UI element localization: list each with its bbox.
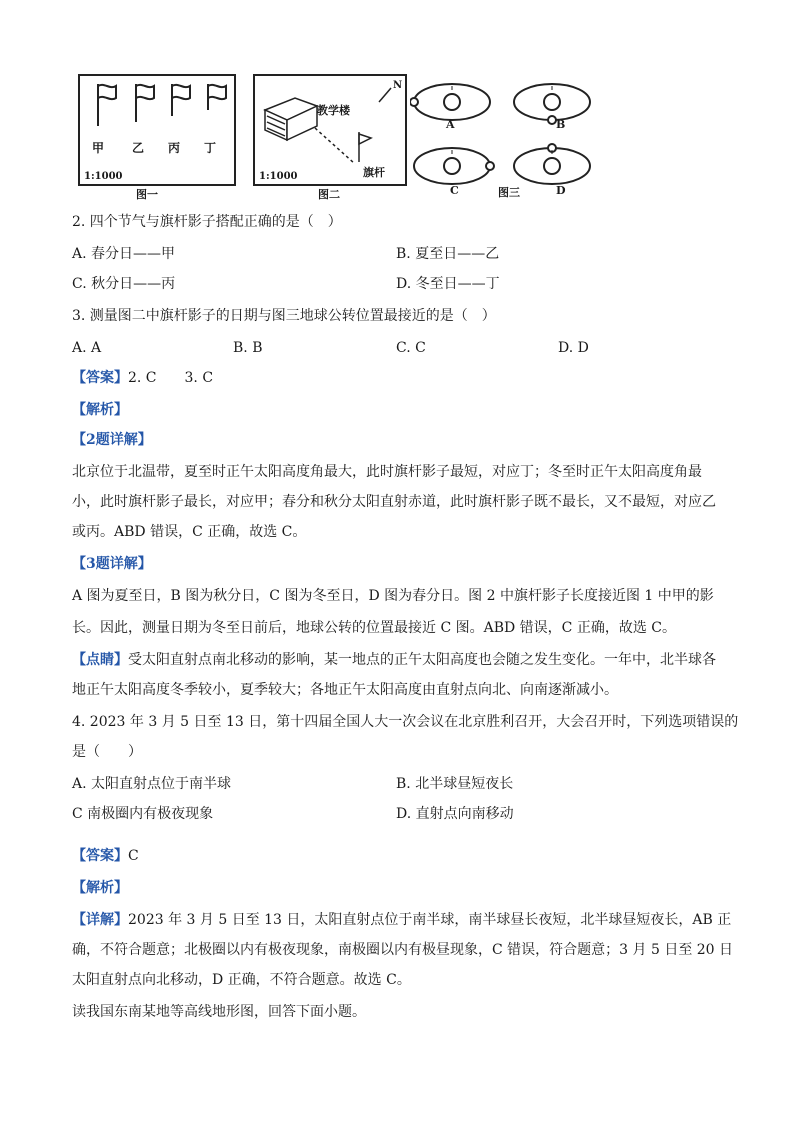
orbit-label: B — [556, 118, 566, 131]
detail-4-line: 确，不符合题意；北极圈以内有极夜现象，南极圈以内有极昼现象，C 错误，符合题意；3 月 5 日至 20 日 — [72, 942, 734, 958]
detail-4-block — [72, 910, 731, 930]
q4-stem: 是（ ） — [72, 744, 142, 760]
scale-label: 1:1000 — [84, 171, 123, 182]
building-label: 教学楼 — [317, 104, 350, 117]
analysis-tag: 【解析】 — [72, 402, 128, 418]
figure-2-caption: 图二 — [318, 188, 340, 201]
detail-4-line: 2023 年 3 月 5 日至 13 日，太阳直射点位于南半球，南半球昼长夜短，北半球昼短夜长，AB 正 — [128, 912, 732, 928]
q3-stem: 3. 测量图二中旗杆影子的日期与图三地球公转位置最接近的是（ ） — [72, 308, 496, 324]
orbit-a — [410, 84, 490, 120]
detail-2-tag: 【2题详解】 — [72, 432, 152, 448]
q3-option-b: B. B — [233, 340, 263, 356]
answer-text: 2. C 3. C — [128, 370, 214, 386]
building-icon — [265, 98, 317, 140]
orbit-label: C — [450, 184, 459, 197]
detail-3-tag: 【3题详解】 — [72, 556, 152, 572]
answer-block — [72, 846, 139, 866]
flag-jia-icon — [98, 84, 116, 126]
north-arrow-icon — [379, 88, 391, 102]
detail-2-line: 小，此时旗杆影子最长，对应甲；春分和秋分太阳直射赤道，此时旗杆影子既不最长，又不最短，对应乙 — [72, 494, 716, 510]
answer-tag: 【答案】 — [72, 848, 128, 864]
figure-2-building — [253, 74, 407, 186]
figure-3-orbits — [410, 74, 720, 202]
detail-2-line: 北京位于北温带，夏至时正午太阳高度角最大，此时旗杆影子最短，对应丁；冬至时正午太阳高度角最 — [72, 464, 702, 480]
detail-2-line: 或丙。ABD 错误，C 正确，故选 C。 — [72, 524, 307, 540]
flag-label: 丙 — [168, 141, 181, 155]
orbit-label: D — [556, 184, 566, 197]
comment-line: 受太阳直射点南北移动的影响，某一地点的正午太阳高度也会随之发生变化。一年中，北半球各 — [128, 652, 716, 668]
detail-3-line: A 图为夏至日，B 图为秋分日，C 图为冬至日，D 图为春分日。图 2 中旗杆影子长度接近图 1 中甲的影 — [72, 588, 714, 604]
shadow-dashed-line — [315, 128, 355, 164]
analysis-tag: 【解析】 — [72, 880, 128, 896]
flag-label: 甲 — [92, 141, 105, 155]
q2-option-b: B. 夏至日——乙 — [396, 246, 500, 262]
lead-in-text: 读我国东南某地等高线地形图，回答下面小题。 — [72, 1004, 366, 1020]
answer-text: C — [128, 848, 139, 864]
sun-rays-icon — [452, 86, 552, 154]
q2-option-d: D. 冬至日——丁 — [396, 276, 500, 292]
figure-1-flags — [78, 74, 236, 186]
q3-option-c: C. C — [396, 340, 426, 356]
flag-label: 乙 — [132, 141, 145, 155]
orbit-label: A — [446, 118, 455, 131]
flag-shadows-drawing — [80, 76, 234, 184]
flag-yi-icon — [136, 84, 154, 122]
flag-ding-icon — [208, 84, 226, 110]
q4-option-d: D. 直射点向南移动 — [396, 806, 514, 822]
q4-option-c: C 南极圈内有极夜现象 — [72, 806, 214, 822]
flagpole-icon — [359, 132, 371, 162]
q2-option-c: C. 秋分日——丙 — [72, 276, 176, 292]
q3-option-a: A. A — [72, 340, 102, 356]
answer-block — [72, 368, 213, 388]
q4-option-b: B. 北半球昼短夜长 — [396, 776, 514, 792]
flagpole-label: 旗杆 — [363, 166, 385, 179]
q4-option-a: A. 太阳直射点位于南半球 — [72, 776, 232, 792]
detail-4-tag: 【详解】 — [72, 912, 128, 928]
north-label: N — [393, 80, 403, 91]
orbit-c — [414, 148, 494, 184]
q2-option-a: A. 春分日——甲 — [72, 246, 176, 262]
comment-block — [72, 650, 716, 670]
q3-option-d: D. D — [558, 340, 589, 356]
comment-line: 地正午太阳高度冬季较小，夏季较大；各地正午太阳高度由直射点向北、向南逐渐减小。 — [72, 682, 618, 698]
q2-stem: 2. 四个节气与旗杆影子搭配正确的是（ ） — [72, 214, 342, 230]
flag-label: 丁 — [204, 141, 217, 155]
comment-tag: 【点睛】 — [72, 652, 128, 668]
q4-stem: 4. 2023 年 3 月 5 日至 13 日，第十四届全国人大一次会议在北京胜利召开，大会召开时，下列选项错误的 — [72, 714, 739, 730]
scale-label: 1:1000 — [259, 171, 298, 182]
answer-tag: 【答案】 — [72, 370, 128, 386]
detail-4-line: 太阳直射点向北移动，D 正确，不符合题意。故选 C。 — [72, 972, 411, 988]
detail-3-line: 长。因此，测量日期为冬至日前后，地球公转的位置最接近 C 图。ABD 错误，C 正确，故选 C。 — [72, 620, 677, 636]
figure-row — [78, 74, 718, 202]
figure-3-caption: 图三 — [498, 186, 520, 199]
flag-bing-icon — [172, 84, 190, 116]
figure-1-caption: 图一 — [136, 188, 158, 201]
